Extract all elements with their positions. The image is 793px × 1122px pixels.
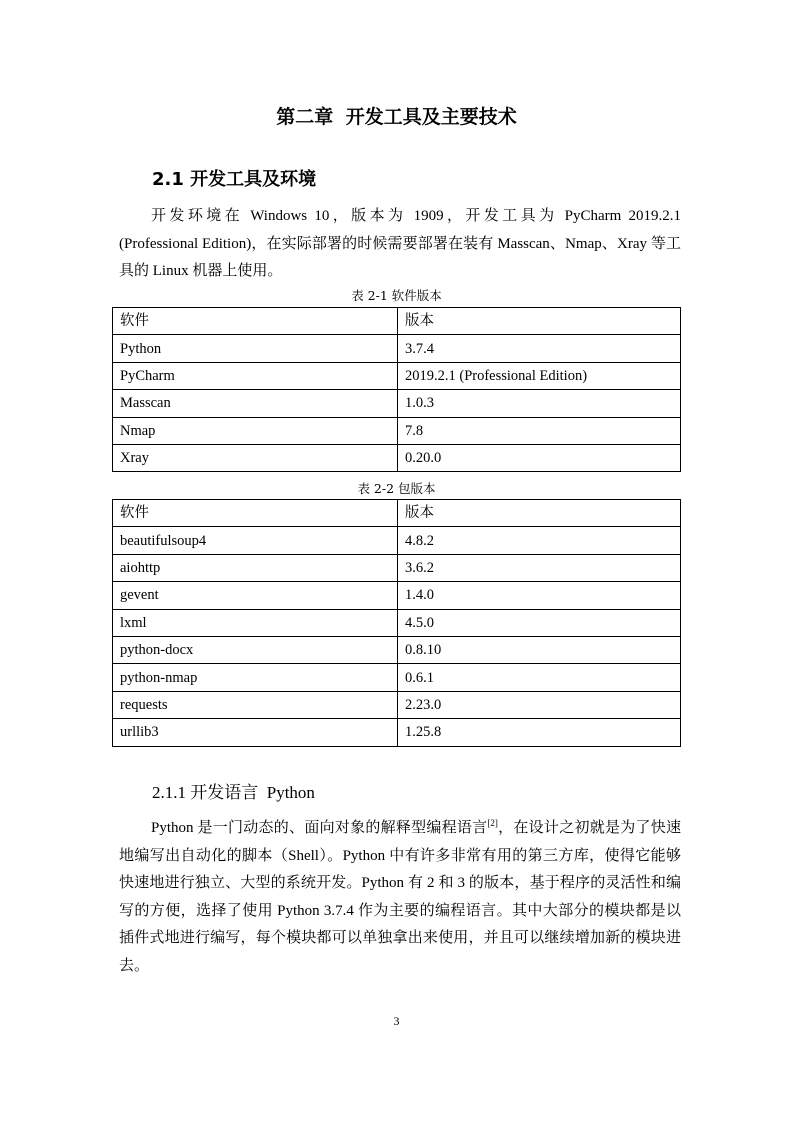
subsection-number: 2.1.1 <box>152 783 186 802</box>
software-versions-table <box>112 307 681 472</box>
table-row <box>113 362 681 389</box>
paragraph-text: Python 是一门动态的、面向对象的解释型编程语言 <box>151 820 488 836</box>
cell-software: Masscan <box>113 390 398 417</box>
table-row <box>113 582 681 609</box>
cell-version: 0.6.1 <box>398 664 681 691</box>
cell-version: 2.23.0 <box>398 691 681 718</box>
cell-version: 1.4.0 <box>398 582 681 609</box>
table-caption-software-versions: 表 2-1 软件版本 <box>351 288 442 303</box>
table-row <box>113 719 681 746</box>
table-row <box>113 609 681 636</box>
cell-package: python-docx <box>113 636 398 663</box>
cell-version: 7.8 <box>398 417 681 444</box>
cell-version: 4.5.0 <box>398 609 681 636</box>
cell-software: PyCharm <box>113 362 398 389</box>
table-row <box>113 664 681 691</box>
paragraph-text: ，在设计之初就是为了快速地编写出自动化的脚本（Shell）。Python 中有许多非常有用的第三方库，使得它能够快速地进行独立、大型的系统开发。Python 有 2 和 3 的版本，基于程序的灵活性和编写的方便，选择了使用 Python 3.7.4 作为主要的编程语言。其中大部分的模块都是以插件式地进行编写，每个模块都可以单独拿出来使用，并且可以继续增加新的模块进去。 <box>119 820 681 974</box>
subsection-title <box>152 781 315 805</box>
table-caption-package-versions: 表 2-2 包版本 <box>357 481 436 496</box>
table-header-row <box>113 308 681 335</box>
table-header-row <box>113 500 681 527</box>
header-cell-software: 软件 <box>113 308 398 335</box>
cell-version: 4.8.2 <box>398 527 681 554</box>
section-title: 2.1 开发工具及环境 <box>152 169 317 190</box>
header-cell-software: 软件 <box>113 500 398 527</box>
table-row <box>113 444 681 471</box>
header-cell-version: 版本 <box>398 308 681 335</box>
table-row <box>113 691 681 718</box>
table-row <box>113 390 681 417</box>
package-versions-table <box>112 499 681 747</box>
subsection-title-zh: 开发语言 <box>190 783 259 803</box>
cell-version: 2019.2.1 (Professional Edition) <box>398 362 681 389</box>
cell-version: 0.20.0 <box>398 444 681 471</box>
cell-package: urllib3 <box>113 719 398 746</box>
chapter-title: 第二章 开发工具及主要技术 <box>276 106 517 128</box>
subsection-title-en: Python <box>266 783 315 802</box>
citation-link[interactable]: [2] <box>487 818 498 828</box>
cell-package: gevent <box>113 582 398 609</box>
cell-version: 1.0.3 <box>398 390 681 417</box>
paragraph-python-intro <box>119 815 681 980</box>
header-cell-version: 版本 <box>398 500 681 527</box>
table-row <box>113 335 681 362</box>
paragraph-dev-environment: 开发环境在 Windows 10，版本为 1909，开发工具为 PyCharm 2019.2.1 (Professional Edition)，在实际部署的时候需要部署在装有 Masscan、Nmap、Xray 等工具的 Linux 机器上使用。 <box>119 208 681 279</box>
cell-version: 1.25.8 <box>398 719 681 746</box>
cell-package: aiohttp <box>113 554 398 581</box>
cell-software: Python <box>113 335 398 362</box>
cell-version: 0.8.10 <box>398 636 681 663</box>
cell-software: Xray <box>113 444 398 471</box>
cell-package: requests <box>113 691 398 718</box>
cell-package: beautifulsoup4 <box>113 527 398 554</box>
page-number: 3 <box>393 1014 400 1028</box>
table-row <box>113 417 681 444</box>
cell-package: lxml <box>113 609 398 636</box>
cell-package: python-nmap <box>113 664 398 691</box>
cell-version: 3.6.2 <box>398 554 681 581</box>
table-row <box>113 554 681 581</box>
cell-software: Nmap <box>113 417 398 444</box>
table-row <box>113 527 681 554</box>
table-row <box>113 636 681 663</box>
cell-version: 3.7.4 <box>398 335 681 362</box>
